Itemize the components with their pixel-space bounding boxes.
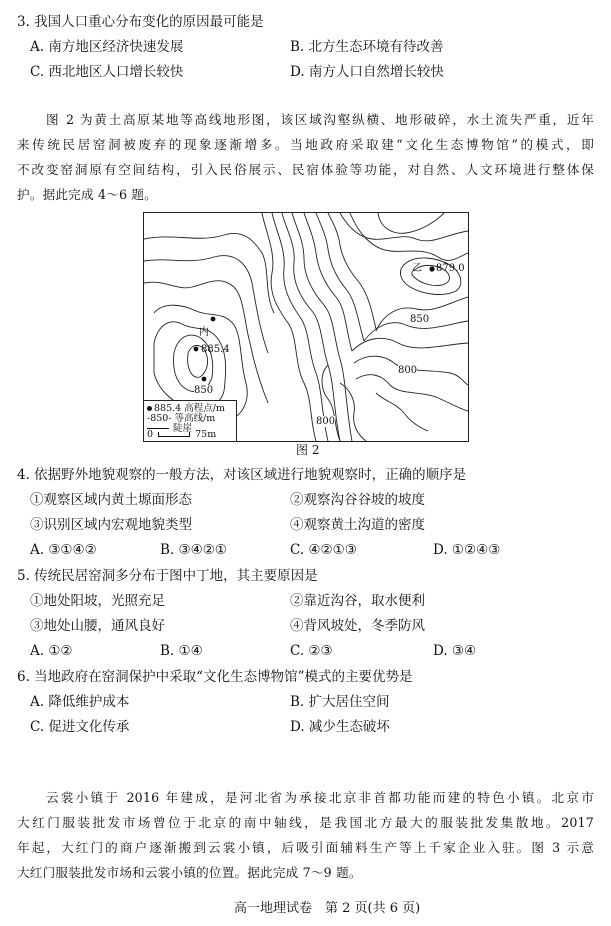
peak-yi-label: 乙: [412, 263, 422, 274]
q3-option-b: B. 北方生态环境有待改善: [290, 39, 444, 55]
q4-statement-2: ②观察沟谷谷坡的坡度: [290, 492, 425, 508]
q4-option-d: D. ①②④③: [433, 542, 501, 558]
contour-label-800-south: 800: [316, 416, 336, 427]
q3-option-d: D. 南方人口自然增长较快: [290, 64, 444, 80]
q5-option-a: A. ①②: [30, 643, 73, 659]
contour-label-850-east: 850: [410, 314, 430, 325]
intro1-line-4: 护。据此完成 4～6 题。: [17, 187, 157, 202]
peak-yi-value: 879.0: [436, 263, 465, 274]
intro1-line-3: 不改变窑洞原有空间结构，引入民俗展示、民宿体验等功能，对自然、人文环境进行整体保: [17, 162, 594, 177]
intro2-line-4: 大红门服装批发市场和云裳小镇的位置。据此完成 7～9 题。: [17, 865, 362, 880]
q5-statement-4: ④背风坡处，冬季防风: [290, 618, 425, 634]
q5-statement-3: ③地处山腰，通风良好: [30, 618, 165, 634]
page-footer: 高一地理试卷 第 2 页(共 6 页): [234, 901, 421, 916]
q4-stem: 4. 依据野外地貌观察的一般方法，对该区域进行地貌观察时，正确的顺序是: [17, 467, 467, 483]
scale-bar: [158, 432, 190, 437]
q3-option-c: C. 西北地区人口增长较快: [30, 64, 184, 80]
q3-option-a: A. 南方地区经济快速发展: [30, 39, 184, 55]
scale-zero: 0: [147, 429, 154, 440]
contour-map: [143, 212, 469, 442]
q5-statement-2: ②靠近沟谷，取水便利: [290, 593, 425, 609]
figure-2-caption: 图 2: [296, 443, 320, 457]
q6-option-c: C. 促进文化传承: [30, 719, 130, 735]
q4-option-a: A. ③①④②: [30, 542, 97, 558]
q4-option-b: B. ③④②①: [160, 542, 227, 558]
legend-elevation-point: 885.4 高程点/m: [154, 403, 225, 414]
q6-option-a: A. 降低维护成本: [30, 694, 130, 710]
intro2-line-2: 大红门服装批发市场曾位于北京的南中轴线，是我国北方最大的服装批发集散地。2017: [17, 815, 594, 830]
q5-option-c: C. ②③: [290, 643, 333, 659]
q4-statement-3: ③识别区域内宏观地貌类型: [30, 517, 192, 533]
q3-stem: 3. 我国人口重心分布变化的原因最可能是: [17, 14, 264, 30]
legend-contour: -850- 等高线/m: [147, 413, 216, 424]
q4-option-c: C. ④②①③: [290, 542, 357, 558]
q5-option-b: B. ①④: [160, 643, 203, 659]
q6-stem: 6. 当地政府在窑洞保护中采取“文化生态博物馆”模式的主要优势是: [17, 669, 413, 685]
map-legend: [144, 400, 237, 441]
peak-nei-value: 885.4: [201, 344, 230, 355]
intro2-line-3: 年起，大红门的商户逐渐搬到云裳小镇，后吸引面辅料生产等上千家企业入驻。图 3 示意: [17, 840, 594, 855]
q6-option-b: B. 扩大居住空间: [290, 694, 390, 710]
q4-statement-1: ①观察区域内黄土塬面形态: [30, 492, 192, 508]
q5-stem: 5. 传统民居窑洞多分布于图中丁地，其主要原因是: [17, 568, 318, 584]
q6-option-d: D. 减少生态破坏: [290, 719, 390, 735]
contour-label-850-west: 850: [194, 385, 214, 396]
legend-cliff: 陡崖: [173, 423, 193, 434]
scale-value: 75m: [195, 429, 217, 440]
q4-statement-4: ④观察黄土沟道的密度: [290, 517, 425, 533]
q5-option-d: D. ③④: [433, 643, 477, 659]
peak-nei-label: 内: [199, 327, 209, 338]
intro1-line-1: 图 2 为黄土高原某地等高线地形图，该区域沟壑纵横、地形破碎，水土流失严重，近年: [46, 112, 594, 127]
intro1-line-2: 来传统民居窑洞被废弃的现象逐渐增多。当地政府采取建“文化生态博物馆”的模式，即: [17, 137, 594, 152]
q5-statement-1: ①地处阳坡，光照充足: [30, 593, 165, 609]
intro2-line-1: 云裳小镇于 2016 年建成，是河北省为承接北京非首都功能而建的特色小镇。北京市: [46, 790, 594, 805]
contour-label-800-east: 800: [398, 365, 418, 376]
